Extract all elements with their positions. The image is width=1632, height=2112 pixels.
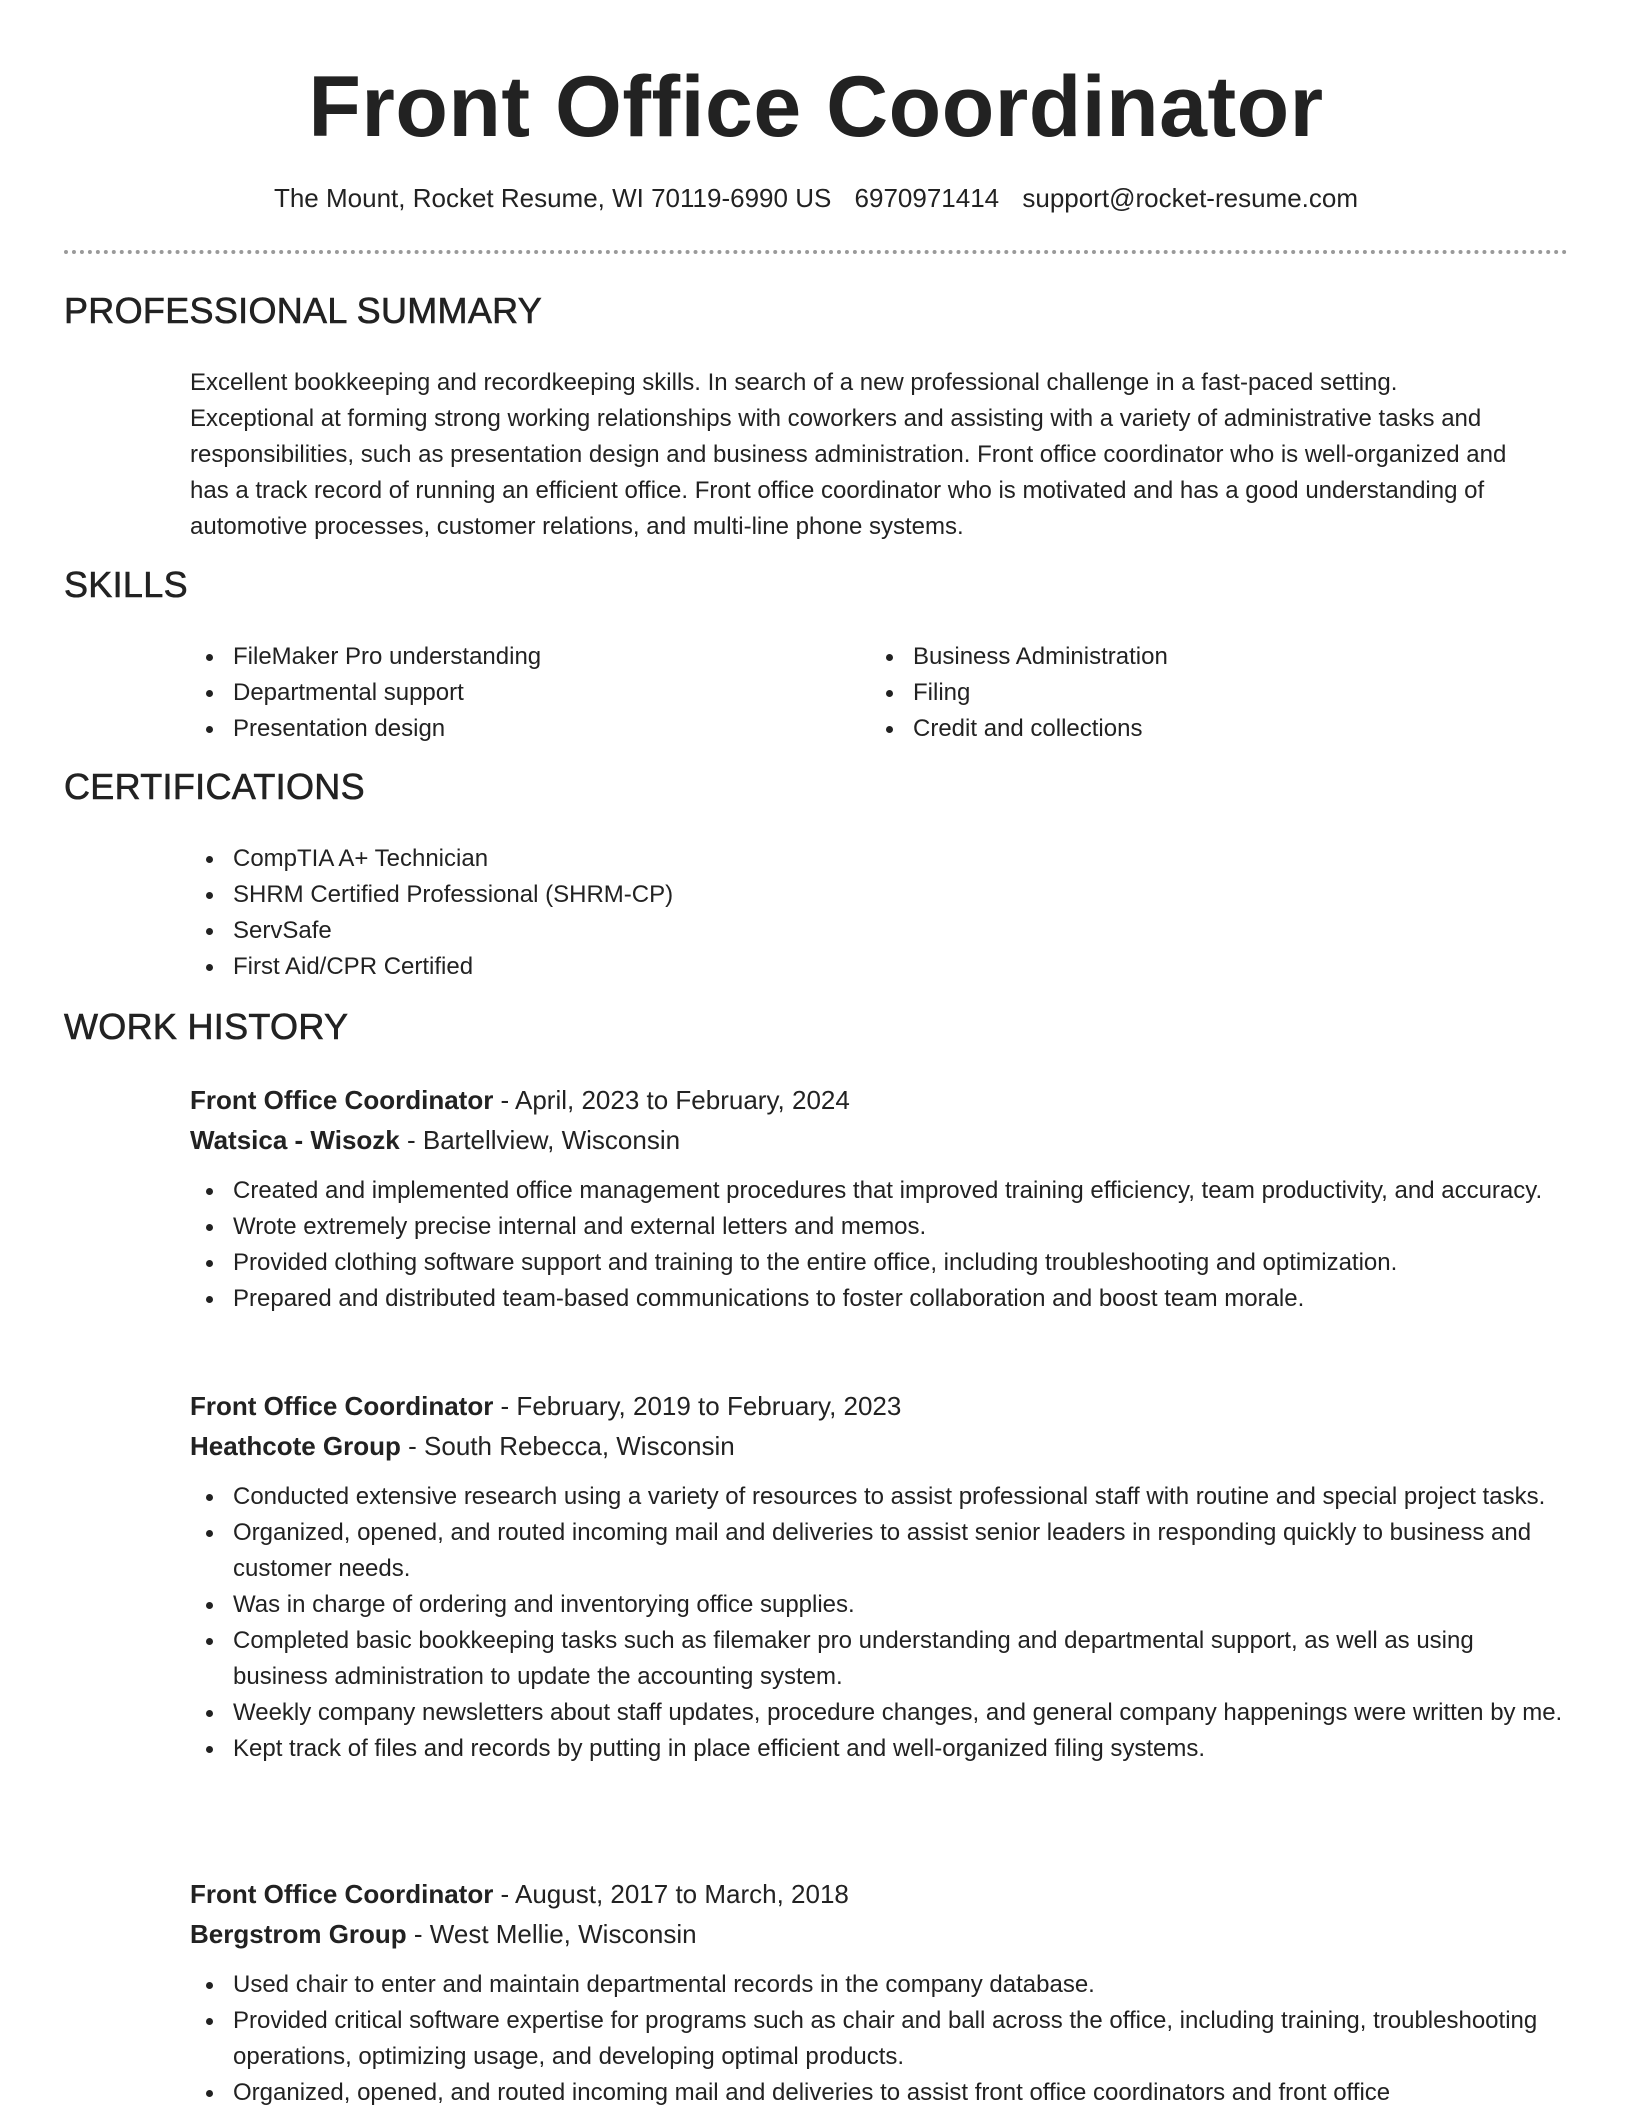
certification-item: SHRM Certified Professional (SHRM-CP)	[190, 877, 1090, 913]
job-entry	[190, 1874, 1570, 2111]
job-dates: - February, 2019 to February, 2023	[493, 1391, 902, 1421]
skill-item: Filing	[870, 675, 1470, 711]
contact-address: The Mount, Rocket Resume, WI 70119-6990 US	[273, 183, 832, 213]
job-bullet: Organized, opened, and routed incoming mail and deliveries to assist senior leaders in responding quickly to business and customer needs.	[190, 1515, 1570, 1587]
skills-list	[870, 639, 1470, 747]
summary-line: automotive processes, customer relations, and multi-line phone systems.	[190, 513, 964, 540]
job-company: Heathcote Group	[190, 1431, 401, 1461]
job-company: Watsica - Wisozk	[190, 1125, 400, 1155]
contact-line	[0, 178, 1632, 218]
job-dates: - April, 2023 to February, 2024	[493, 1085, 850, 1115]
certifications-block	[190, 841, 1090, 985]
job-bullet: Kept track of files and records by putting in place efficient and well-organized filing systems.	[190, 1731, 1570, 1767]
job-bullet: Provided critical software expertise for programs such as chair and ball across the office, including training, troubleshooting operations, optimizing usage, and developing optimal products.	[190, 2003, 1570, 2075]
work-history-heading: WORK HISTORY	[64, 1006, 349, 1047]
job-location: - Bartellview, Wisconsin	[399, 1125, 681, 1155]
summary-line: has a track record of running an efficient office. Front office coordinator who is motivated and has a good understanding of	[190, 477, 1485, 504]
contact-phone: 6970971414	[854, 183, 1000, 213]
job-bullet: Conducted extensive research using a variety of resources to assist professional staff with routine and special project tasks.	[190, 1479, 1570, 1515]
summary-heading: PROFESSIONAL SUMMARY	[64, 290, 543, 331]
summary-text	[190, 365, 1570, 545]
job-company-line	[190, 1914, 1570, 1954]
job-company-line	[190, 1120, 1570, 1160]
job-bullets	[190, 1967, 1570, 2111]
skills-heading: SKILLS	[64, 564, 188, 605]
skills-left-column	[190, 639, 790, 747]
skill-item: FileMaker Pro understanding	[190, 639, 790, 675]
job-title-line	[190, 1386, 1570, 1426]
certification-item: First Aid/CPR Certified	[190, 949, 1090, 985]
job-bullet: Used chair to enter and maintain departmental records in the company database.	[190, 1967, 1570, 2003]
job-location: - South Rebecca, Wisconsin	[400, 1431, 735, 1461]
job-company-line	[190, 1426, 1570, 1466]
skill-item: Presentation design	[190, 711, 790, 747]
skill-item: Business Administration	[870, 639, 1470, 675]
job-bullet: Created and implemented office management procedures that improved training efficiency, team productivity, and accuracy.	[190, 1173, 1570, 1209]
job-bullet: Provided clothing software support and training to the entire office, including troubleshooting and optimization.	[190, 1245, 1570, 1281]
job-bullets	[190, 1173, 1570, 1317]
skills-list	[190, 639, 790, 747]
certification-item: ServSafe	[190, 913, 1090, 949]
job-company: Bergstrom Group	[190, 1919, 407, 1949]
job-title: Front Office Coordinator	[190, 1391, 494, 1421]
header-divider	[64, 250, 1568, 254]
job-bullet: Organized, opened, and routed incoming mail and deliveries to assist front office coordinators and front office	[190, 2075, 1570, 2111]
job-title: Front Office Coordinator	[190, 1085, 494, 1115]
summary-line: Exceptional at forming strong working relationships with coworkers and assisting with a variety of administrative tasks and	[190, 405, 1482, 432]
job-title-line	[190, 1874, 1570, 1914]
certifications-list	[190, 841, 1090, 985]
job-bullet: Completed basic bookkeeping tasks such as filemaker pro understanding and departmental support, as well as using business administration to update the accounting system.	[190, 1623, 1570, 1695]
job-entry	[190, 1080, 1570, 1317]
job-bullets	[190, 1479, 1570, 1767]
skills-right-column	[870, 639, 1470, 747]
job-dates: - August, 2017 to March, 2018	[493, 1879, 849, 1909]
skill-item: Credit and collections	[870, 711, 1470, 747]
job-bullet: Prepared and distributed team-based communications to foster collaboration and boost team morale.	[190, 1281, 1570, 1317]
job-title: Front Office Coordinator	[190, 1879, 494, 1909]
certifications-heading: CERTIFICATIONS	[64, 766, 365, 807]
summary-line: Excellent bookkeeping and recordkeeping skills. In search of a new professional challenge in a fast-paced setting.	[190, 369, 1398, 396]
certification-item: CompTIA A+ Technician	[190, 841, 1090, 877]
summary-line: responsibilities, such as presentation design and business administration. Front office coordinator who is well-organized and	[190, 441, 1507, 468]
skill-item: Departmental support	[190, 675, 790, 711]
job-bullet: Was in charge of ordering and inventorying office supplies.	[190, 1587, 1570, 1623]
job-bullet: Weekly company newsletters about staff updates, procedure changes, and general company happenings were written by me.	[190, 1695, 1570, 1731]
job-location: - West Mellie, Wisconsin	[406, 1919, 697, 1949]
job-entry	[190, 1386, 1570, 1767]
contact-email: support@rocket-resume.com	[1022, 183, 1359, 213]
job-title-line	[190, 1080, 1570, 1120]
job-bullet: Wrote extremely precise internal and external letters and memos.	[190, 1209, 1570, 1245]
resume-title: Front Office Coordinator	[308, 59, 1324, 155]
